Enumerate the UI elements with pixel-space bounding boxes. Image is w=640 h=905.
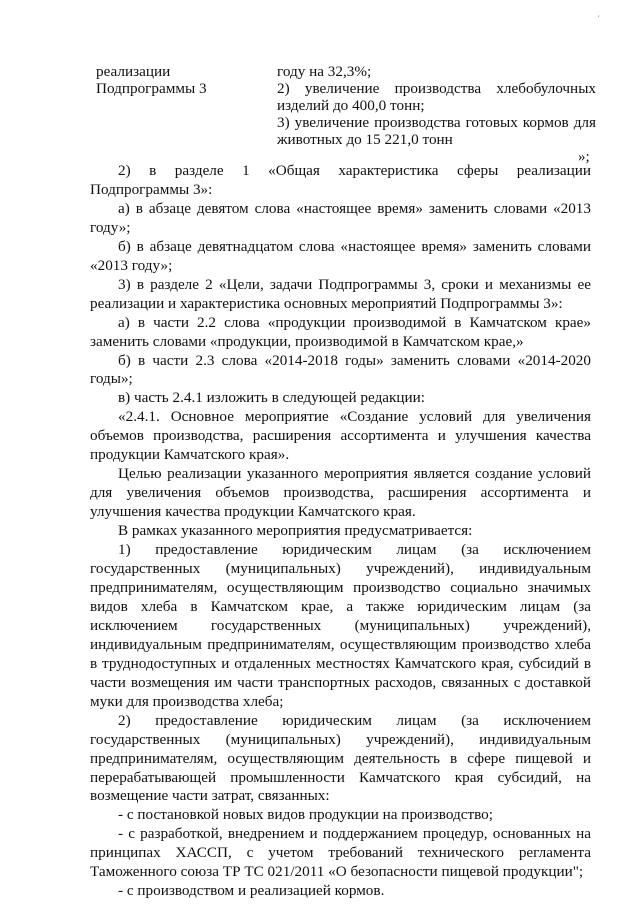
paragraph: а) в части 2.2 слова «продукции производимой в Камчатском крае» заменить словами «продукции, производимой в Камчатском крае,» [90, 313, 591, 350]
table-right-column [277, 63, 596, 148]
table-right-line: 2) увеличение производства хлебобулочных изделий до 400,0 тонн; [277, 80, 596, 114]
paragraph: 1) предоставление юридическим лицам (за исключением государственных (муниципальных) учреждений), индивидуальным предпринимателям, осуществляющим производство социально значимых видов хлеба в Камчатском крае, а также юридическим лицам (за исключением государственных (муниципальных) учреждений), индивидуальным предпринимателям, осуществляющим производство хлеба в труднодоступных и отдаленных местностях Камчатского края, субсидий в части возмещения им части транспортных расходов, связанных с доставкой муки для производства хлеба; [90, 541, 591, 710]
paragraph: «2.4.1. Основное мероприятие «Создание условий для увеличения объемов производства, расширения ассортимента и улучшения качества продукции Камчатского края». [90, 408, 591, 464]
table-left-line: реализации [96, 63, 171, 80]
table-left-column [96, 63, 256, 97]
table-left-line: Подпрограммы 3 [96, 80, 207, 97]
table-right-line: 3) увеличение производства готовых кормов для животных до 15 221,0 тонн [277, 114, 596, 148]
table-closing-quote: »; [578, 149, 590, 165]
paragraph: - с производством и реализацией кормов. [118, 882, 385, 900]
paragraph: - с разработкой, внедрением и поддержанием процедур, основанных на принципах ХАССП, с учетом требований технического регламента Таможенного союза ТР ТС 021/2011 «О безопасности пищевой продукции"; [90, 825, 591, 881]
paragraph: 2) предоставление юридическим лицам (за исключением государственных (муниципальных) учреждений), индивидуальным предпринимателям, осуществляющим деятельность в сфере пищевой и перерабатывающей промышленности Камчатского края субсидий, на возмещение части затрат, связанных: [90, 711, 591, 805]
paragraph: б) в абзаце девятнадцатом слова «настоящее время» заменить словами «2013 году»; [90, 237, 591, 274]
document-body [90, 162, 591, 901]
paragraph: б) в части 2.3 слова «2014-2018 годы» заменить словами «2014-2020 годы»; [90, 351, 591, 388]
paragraph: в) часть 2.4.1 изложить в следующей редакции: [118, 389, 426, 407]
page-corner-mark: ʹ [598, 14, 600, 23]
paragraph: а) в абзаце девятом слова «настоящее время» заменить словами «2013 году»; [90, 199, 591, 236]
paragraph: Целью реализации указанного мероприятия является создание условий для увеличения объемов производства, расширения ассортимента и улучшения качества продукции Камчатского края. [90, 465, 591, 521]
table-right-line: году на 32,3%; [277, 63, 372, 80]
paragraph: 2) в разделе 1 «Общая характеристика сферы реализации Подпрограммы 3»: [90, 162, 591, 198]
paragraph: 3) в разделе 2 «Цели, задачи Подпрограммы 3, сроки и механизмы ее реализации и характеристика основных мероприятий Подпрограммы 3»: [90, 275, 591, 312]
paragraph: В рамках указанного мероприятия предусматривается: [118, 522, 473, 540]
paragraph: - с постановкой новых видов продукции на производство; [118, 806, 493, 824]
